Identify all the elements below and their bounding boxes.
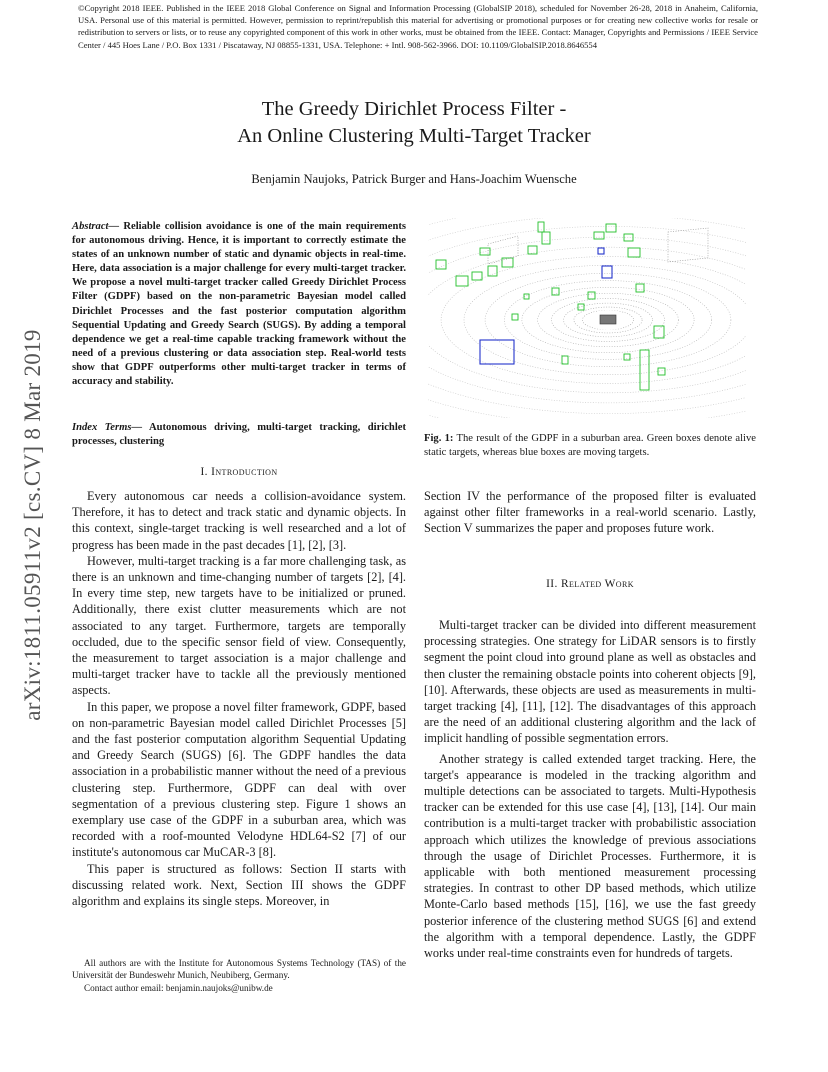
paper-title xyxy=(150,96,678,150)
paragraph: Every autonomous car needs a collision-avoidance system. Therefore, it has to detect and track static and dynamic objects. In this context, single-target tracking is well researched and a lot of progress has been made in the past decades [1], [2], [3]. xyxy=(72,489,406,552)
static-target-box xyxy=(606,224,616,232)
abstract-label: Abstract— xyxy=(72,221,120,232)
title-line-2: An Online Clustering Multi-Target Tracker xyxy=(237,125,591,147)
paragraph: This paper is structured as follows: Section II starts with discussing related work. Next, Section III shows the GDPF algorithm and explains its single steps. Moreover, in xyxy=(72,861,406,909)
author-list: Benjamin Naujoks, Patrick Burger and Hans-Joachim Wuensche xyxy=(251,172,577,186)
static-target-box xyxy=(436,260,446,269)
static-target-box xyxy=(502,258,513,267)
section-number: II. xyxy=(546,578,561,590)
moving-target-box xyxy=(602,266,612,278)
introduction-continued xyxy=(424,488,756,537)
figure-caption-text: The result of the GDPF in a suburban area. Green boxes denote alive static targets, whereas blue boxes are moving targets. xyxy=(424,433,756,458)
lidar-point-cloud-image xyxy=(428,218,746,418)
index-terms xyxy=(72,421,406,449)
abstract xyxy=(72,220,406,389)
introduction-body xyxy=(72,488,406,909)
figure-caption xyxy=(424,432,756,460)
author-footnote xyxy=(72,957,406,994)
copyright-notice: ©Copyright 2018 IEEE. Published in the IEEE 2018 Global Conference on Signal and Information Processing (GlobalSIP 2018), scheduled for November 26-28, 2018 in Anaheim, California, USA. Personal use of this material is permitted. However, permission to reprint/republish this material for advertising or promotional purposes or for creating new collective works for resale or redistribution to servers or lists, or to reuse any copyrighted component of this work in other works, must be obtained from the IEEE. Contact: Manager, Copyrights and Permissions / IEEE Service Center / 445 Hoes Lane / P.O. Box 1331 / Piscataway, NJ 08855-1331, USA. Telephone: + Intl. 908-562-3966. DOI: 10.1109/GlobalSIP.2018.8646554 xyxy=(78,3,758,50)
index-terms-text: Autonomous driving, multi-target tracking, dirichlet processes, clustering xyxy=(72,422,406,447)
static-target-box xyxy=(640,350,649,390)
static-target-box xyxy=(654,326,664,338)
building-outline xyxy=(488,236,518,264)
static-target-box xyxy=(542,232,550,244)
building-outline xyxy=(668,228,708,262)
static-target-box xyxy=(594,232,604,239)
footnote-affiliation: All authors are with the Institute for Autonomous Systems Technology (TAS) of the Universität der Bundeswehr Munich, Neubiberg, Germany. xyxy=(72,958,406,981)
static-target-box xyxy=(528,246,537,254)
figure-label: Fig. 1: xyxy=(424,433,454,444)
static-target-box xyxy=(512,314,518,320)
section-title: Related Work xyxy=(560,578,634,590)
static-target-box xyxy=(562,356,568,364)
paragraph: Another strategy is called extended target tracking. Here, the target's appearance is modeled in the tracking algorithm and multiple detections can be associated to targets. Multi-Hypothesis tracker can be extended for this use case [4], [13], [14]. Our main contribution is a multi-target tracker with probabilistic association approach which utilizes the knowledge of previous associations through the usage of Dirichlet Processes. Furthermore, it is applicable with both mentioned measurement processing strategies. In contrast to other DP based methods, which utilize Monte-Carlo based methods [15], [16], we use the fast greedy posterior inference of the clustering method SUGS [6] and extend the algorithm with a temporal dependence. Lastly, the GDPF works under real-time constraints even for hundreds of targets. xyxy=(424,751,756,961)
static-target-box xyxy=(588,292,595,299)
static-target-box xyxy=(624,354,630,360)
static-target-box xyxy=(480,248,490,255)
arxiv-sidebar xyxy=(18,290,48,760)
paragraph: Section IV the performance of the proposed filter is evaluated against other filter frameworks in a real-world scenario. Lastly, Section V summarizes the paper and proposes future work. xyxy=(424,489,756,536)
title-line-1: The Greedy Dirichlet Process Filter - xyxy=(261,98,567,120)
section-heading-related-work xyxy=(424,578,756,590)
paragraph: Multi-target tracker can be divided into different measurement processing strategies. One strategy for LiDAR sensors is to firstly segment the point cloud into ground plane as well as obstacles and then cluster the remaining obstacle points into coherent objects [9], [10]. Afterwards, these objects are used as measurements in multi-target tracking [4], [11], [12]. The disadvantages of this approach are the need of an additional clustering algorithm and the lack of implicit handling of possible segmentation errors. xyxy=(424,618,756,746)
moving-target-box xyxy=(480,340,514,364)
section-heading-introduction xyxy=(72,466,406,478)
moving-target-box xyxy=(598,248,604,254)
figure-lidar-tracking xyxy=(428,218,746,418)
section-title: Introduction xyxy=(211,466,278,478)
paragraph: However, multi-target tracking is a far more challenging task, as there is an unknown and time-changing number of targets [2], [4]. In every time step, new targets have to be initialized or pruned. Additionally, there exist clutter measurements which are not associated to any target. Furthermore, targets are temporally occluded, due to the specific sensor field of view. Consequently, the measurement to target association is a major challenge and multi-target tracker have to tackle all the previously mentioned aspects. xyxy=(72,553,406,698)
static-target-box xyxy=(628,248,640,257)
related-work-body xyxy=(424,617,756,961)
static-target-box xyxy=(658,368,665,375)
static-target-box xyxy=(538,222,544,232)
footnote-contact: Contact author email: benjamin.naujoks@unibw.de xyxy=(84,982,273,993)
paragraph: In this paper, we propose a novel filter framework, GDPF, based on non-parametric Bayesian model called Dirichlet Processes [5] and the fast posterior computation algorithm Sequential Updating and Greedy Search (SUGS) [6]. The GDPF handles the data association in a probabilistic manner without the need of a previous clustering step. Furthermore, GDPF can deal with over segmentation of a previous clustering step. Figure 1 shows an exemplary use case of the GDPF in a suburban area, which was recorded with a roof-mounted Velodyne HDL64-S2 [7] of our institute's autonomous car MuCAR-3 [8]. xyxy=(72,699,406,860)
abstract-text: Reliable collision avoidance is one of the main requirements for autonomous driving. Hence, it is important to correctly estimate the states of an unknown number of static and dynamic objects in real-time. Here, data association is a major challenge for every multi-target tracker. We propose a novel multi-target tracker called Greedy Dirichlet Process Filter (GDPF) based on the non-parametric Bayesian model called Dirichlet Processes and the fast posterior computation algorithm Sequential Updating and Greedy Search (SUGS). By adding a temporal dependence we get a real-time capable tracking framework without the need of a previous clustering or data association step. Real-world tests show that GDPF outperforms other multi-target tracker in terms of accuracy and stability. xyxy=(72,221,406,388)
static-target-box xyxy=(552,288,559,295)
arxiv-identifier: arXiv:1811.05911v2 [cs.CV] 8 Mar 2019 xyxy=(20,329,45,721)
index-terms-label: Index Terms— xyxy=(72,422,143,433)
static-target-box xyxy=(456,276,468,286)
ego-vehicle xyxy=(600,315,616,324)
static-target-box xyxy=(636,284,644,292)
section-number: I. xyxy=(200,466,212,478)
